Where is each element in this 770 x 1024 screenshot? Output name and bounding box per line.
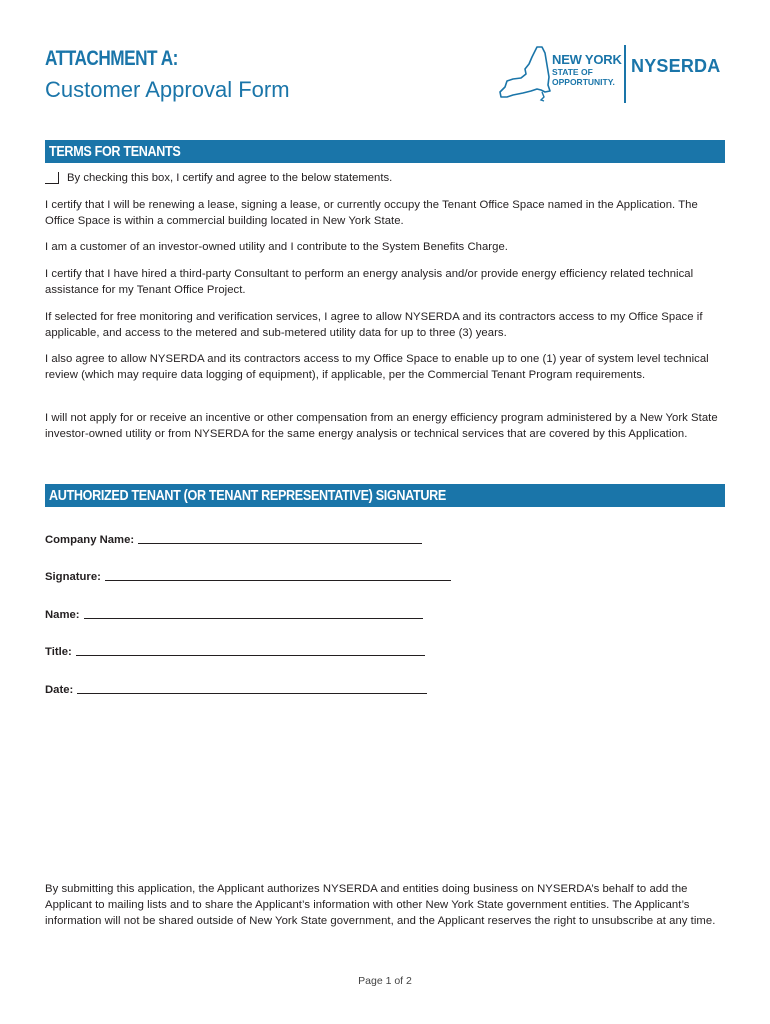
logo-divider xyxy=(624,45,626,103)
date-label: Date: xyxy=(45,684,74,696)
date-field xyxy=(45,684,427,696)
statement-1: I certify that I will be renewing a lease, signing a lease, or currently occupy the Tenant Office Space named in the Application. The Office Space is within a commercial building located in New York State. xyxy=(45,199,698,227)
page-number: Page 1 of 2 xyxy=(358,975,412,987)
new-york-wordmark xyxy=(552,53,622,87)
nys-nyserda-logo xyxy=(497,43,727,105)
signature-input[interactable] xyxy=(105,580,451,581)
statement-4: If selected for free monitoring and verification services, I agree to allow NYSERDA and its contractors access to my Office Space if applicable, and access to the metered and sub-metered utility data for up to three (3) years. xyxy=(45,311,703,339)
nyserda-wordmark: NYSERDA xyxy=(631,56,721,76)
name-input[interactable] xyxy=(84,618,423,619)
company-name-label: Company Name: xyxy=(45,534,135,546)
name-field xyxy=(45,609,423,621)
state-line-3: OPPORTUNITY. xyxy=(552,77,615,87)
title-label: Title: xyxy=(45,646,72,658)
privacy-disclaimer: By submitting this application, the Applicant authorizes NYSERDA and entities doing business on NYSERDA’s behalf to add the Applicant to mailing lists and to share the Applicant’s information with other New York State government entities. The Applicant’s information will not be shared outside of New York State government, and the Applicant reserves the right to unsubscribe at any time. xyxy=(45,883,716,927)
state-line-2: STATE OF xyxy=(552,67,593,77)
attachment-heading: ATTACHMENT A: xyxy=(45,47,178,70)
terms-section-header xyxy=(45,140,725,163)
statement-3: I certify that I have hired a third-party Consultant to perform an energy analysis and/or provide energy efficiency related technical assistance for my Tenant Office Project. xyxy=(45,268,694,296)
agreement-checkbox-row xyxy=(45,172,392,184)
signature-section-header xyxy=(45,484,725,507)
title-field xyxy=(45,646,425,658)
statement-6: I will not apply for or receive an incentive or other compensation from an energy efficiency program administered by a New York State investor-owned utility or from NYSERDA for the same energy analysis or technical services that are covered by this Application. xyxy=(45,412,718,440)
statement-5: I also agree to allow NYSERDA and its contractors access to my Office Space to enable up to one (1) year of system level technical review (which may require data logging of equipment), if applicable, per the Commercial Tenant Program requirements. xyxy=(45,353,709,381)
company-name-input[interactable] xyxy=(138,543,422,544)
signature-label: Signature: xyxy=(45,571,101,583)
agreement-checkbox-label: By checking this box, I certify and agree to the below statements. xyxy=(67,172,393,184)
company-name-field xyxy=(45,534,422,546)
terms-section-title: TERMS FOR TENANTS xyxy=(49,143,181,160)
date-input[interactable] xyxy=(77,693,427,694)
signature-field xyxy=(45,571,451,583)
name-label: Name: xyxy=(45,609,80,621)
title-input[interactable] xyxy=(76,655,425,656)
statement-2: I am a customer of an investor-owned utility and I contribute to the System Benefits Charge. xyxy=(45,241,508,253)
agreement-checkbox[interactable] xyxy=(45,172,59,184)
signature-section-title: AUTHORIZED TENANT (OR TENANT REPRESENTATIVE) SIGNATURE xyxy=(49,487,446,504)
state-line-1: NEW YORK xyxy=(552,52,622,67)
new-york-state-map-icon xyxy=(497,45,551,103)
page-title: Customer Approval Form xyxy=(45,77,290,102)
